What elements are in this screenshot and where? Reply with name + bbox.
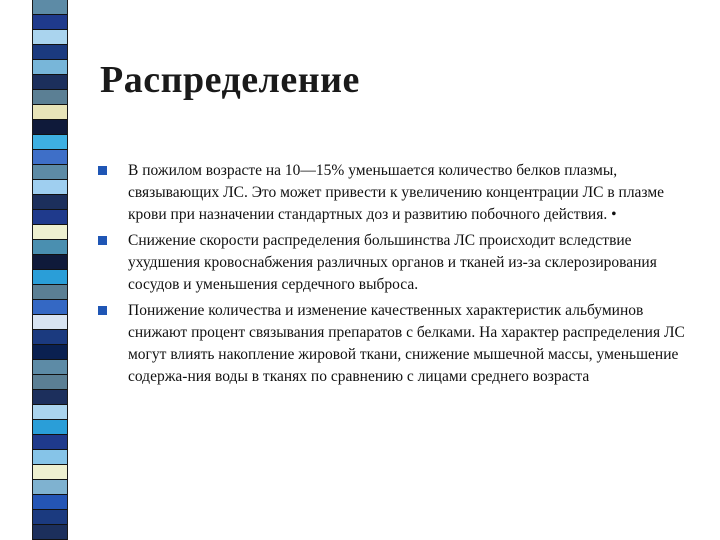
stripe-band [33,390,67,405]
stripe-band [33,420,67,435]
stripe-band [33,495,67,510]
stripe-band [33,225,67,240]
stripe-band [33,465,67,480]
stripe-band [33,240,67,255]
bullet-item [98,300,698,388]
stripe-band [33,105,67,120]
stripe-band [33,510,67,525]
stripe-band [33,270,67,285]
stripe-band [33,285,67,300]
stripe-band [33,135,67,150]
stripe-band [33,45,67,60]
bullet-text: В пожилом возрасте на 10—15% уменьшается количество белков плазмы, связывающих ЛС. Это может привести к увеличению концентрации ЛС в плазме крови при назначении стандартных доз и развитию побочного действия. • [128,162,665,223]
bullet-square-icon [98,306,107,315]
stripe-band [33,450,67,465]
stripe-band [33,255,67,270]
bullet-square-icon [98,236,107,245]
stripe-band [33,30,67,45]
stripe-band [33,525,67,540]
decorative-stripe [32,0,68,540]
bullet-item [98,230,698,296]
stripe-band [33,180,67,195]
stripe-band [33,405,67,420]
slide-title: Распределение [100,59,360,101]
bullet-square-icon [98,166,107,175]
stripe-band [33,300,67,315]
stripe-band [33,195,67,210]
stripe-band [33,480,67,495]
bullet-text: Понижение количества и изменение качественных характеристик альбуминов снижают процент связывания препаратов с белками. На характер распределения ЛС могут влиять накопление жировой ткани, снижение мышечной массы, уменьшение содержа-ния воды в тканях по сравнению с лицами среднего возраста [128,302,685,385]
bullet-text: Снижение скорости распределения большинства ЛС происходит вследствие ухудшения кровоснабжения различных органов и тканей из-за склерозирования сосудов и уменьшения сердечного выброса. [128,232,657,293]
stripe-band [33,435,67,450]
bullet-list [98,160,698,392]
stripe-band [33,0,67,15]
stripe-band [33,315,67,330]
stripe-band [33,60,67,75]
stripe-band [33,210,67,225]
stripe-band [33,345,67,360]
stripe-band [33,150,67,165]
stripe-band [33,90,67,105]
stripe-band [33,15,67,30]
stripe-band [33,375,67,390]
stripe-band [33,165,67,180]
stripe-band [33,360,67,375]
stripe-band [33,120,67,135]
stripe-band [33,75,67,90]
stripe-band [33,330,67,345]
bullet-item [98,160,698,226]
